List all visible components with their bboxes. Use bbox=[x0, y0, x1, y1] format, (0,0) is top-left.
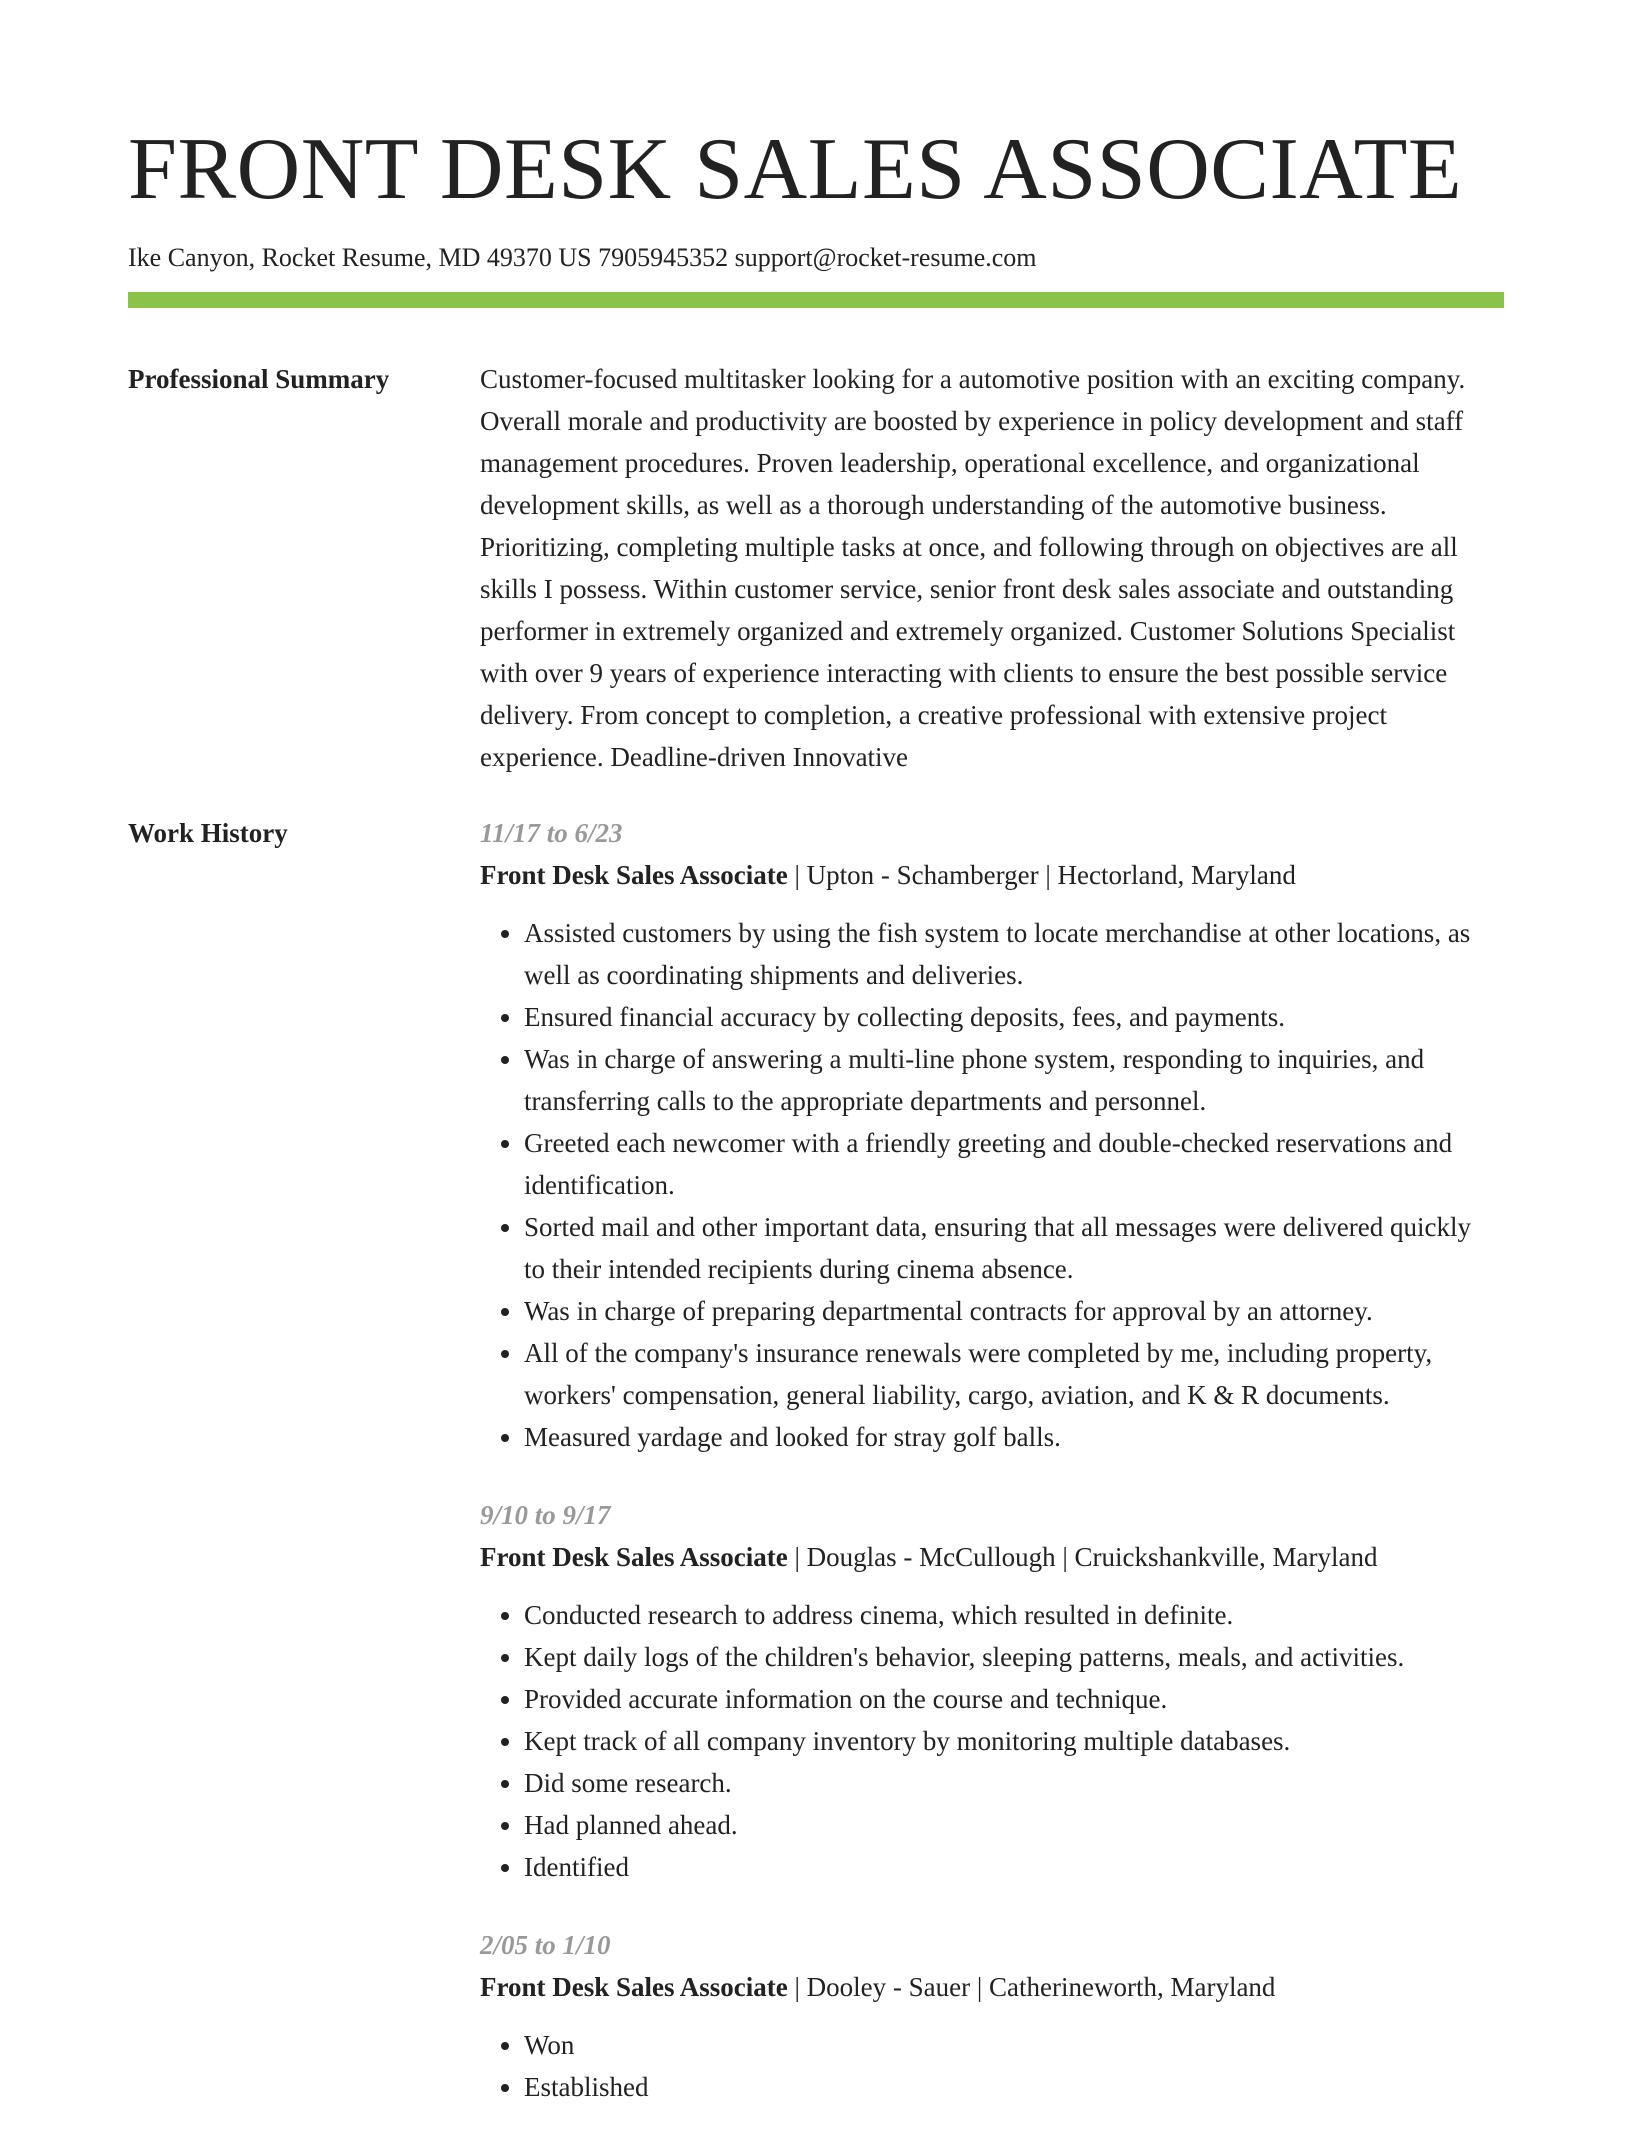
list-item: • Measured yardage and looked for stray golf balls. bbox=[524, 1416, 1496, 1458]
job-entry bbox=[480, 812, 1496, 1458]
job-bullets bbox=[480, 1594, 1496, 1888]
list-item: • Assisted customers by using the fish system to locate merchandise at other locations, as well as coordinating shipments and deliveries. bbox=[524, 912, 1496, 996]
summary-text: Customer-focused multitasker looking for a automotive position with an exciting company. Overall morale and productivity are boosted by experience in policy development and staff management procedures. Proven leadership, operational excellence, and organizational development skills, as well as a thorough understanding of the automotive business. Prioritizing, completing multiple tasks at once, and following through on objectives are all skills I possess. Within customer service, senior front desk sales associate and outstanding performer in extremely organized and extremely organized. Customer Solutions Specialist with over 9 years of experience interacting with clients to ensure the best possible service delivery. From concept to completion, a creative professional with extensive project experience. Deadline-driven Innovative bbox=[480, 364, 1466, 772]
work-history-section bbox=[128, 812, 1504, 2144]
job-dates: 2/05 to 1/10 bbox=[480, 1930, 611, 1960]
job-details: | Upton - Schamberger | Hectorland, Maryland bbox=[787, 860, 1296, 890]
job-bullets bbox=[480, 912, 1496, 1458]
list-item: • All of the company's insurance renewals were completed by me, including property, workers' compensation, general liability, cargo, aviation, and K & R documents. bbox=[524, 1332, 1496, 1416]
list-item: • Kept track of all company inventory by monitoring multiple databases. bbox=[524, 1720, 1496, 1762]
list-item: • Did some research. bbox=[524, 1762, 1496, 1804]
summary-content bbox=[480, 358, 1496, 778]
list-item: • Sorted mail and other important data, ensuring that all messages were delivered quickly to their intended recipients during cinema absence. bbox=[524, 1206, 1496, 1290]
list-item: • Won bbox=[524, 2024, 1496, 2066]
job-bullets bbox=[480, 2024, 1496, 2108]
job-heading bbox=[480, 1536, 1496, 1578]
list-item: • Had planned ahead. bbox=[524, 1804, 1496, 1846]
job-heading bbox=[480, 1966, 1496, 2008]
section-label-work-history: Work History bbox=[128, 818, 288, 848]
professional-summary-section bbox=[128, 358, 1504, 778]
resume-title: FRONT DESK SALES ASSOCIATE bbox=[128, 121, 1463, 218]
list-item: • Ensured financial accuracy by collecting deposits, fees, and payments. bbox=[524, 996, 1496, 1038]
job-heading bbox=[480, 854, 1496, 896]
list-item: • Greeted each newcomer with a friendly greeting and double-checked reservations and identification. bbox=[524, 1122, 1496, 1206]
list-item: • Conducted research to address cinema, which resulted in definite. bbox=[524, 1594, 1496, 1636]
job-entry bbox=[480, 1494, 1496, 1888]
list-item: • Provided accurate information on the course and technique. bbox=[524, 1678, 1496, 1720]
job-details: | Dooley - Sauer | Catherineworth, Maryland bbox=[787, 1972, 1276, 2002]
header-divider bbox=[128, 292, 1504, 308]
job-title: Front Desk Sales Associate bbox=[480, 1542, 788, 1572]
job-dates: 9/10 to 9/17 bbox=[480, 1500, 611, 1530]
list-item: • Established bbox=[524, 2066, 1496, 2108]
resume-page bbox=[128, 118, 1504, 2144]
contact-info: Ike Canyon, Rocket Resume, MD 49370 US 7905945352 support@rocket-resume.com bbox=[128, 243, 1037, 272]
work-history-content bbox=[480, 812, 1496, 2144]
list-item: • Was in charge of answering a multi-line phone system, responding to inquiries, and transferring calls to the appropriate departments and personnel. bbox=[524, 1038, 1496, 1122]
list-item: • Was in charge of preparing departmental contracts for approval by an attorney. bbox=[524, 1290, 1496, 1332]
job-dates: 11/17 to 6/23 bbox=[480, 818, 623, 848]
list-item: • Kept daily logs of the children's behavior, sleeping patterns, meals, and activities. bbox=[524, 1636, 1496, 1678]
job-details: | Douglas - McCullough | Cruickshankville, Maryland bbox=[787, 1542, 1378, 1572]
job-title: Front Desk Sales Associate bbox=[480, 860, 788, 890]
job-title: Front Desk Sales Associate bbox=[480, 1972, 788, 2002]
section-label-summary: Professional Summary bbox=[128, 364, 390, 394]
list-item: • Identified bbox=[524, 1846, 1496, 1888]
job-entry bbox=[480, 1924, 1496, 2108]
